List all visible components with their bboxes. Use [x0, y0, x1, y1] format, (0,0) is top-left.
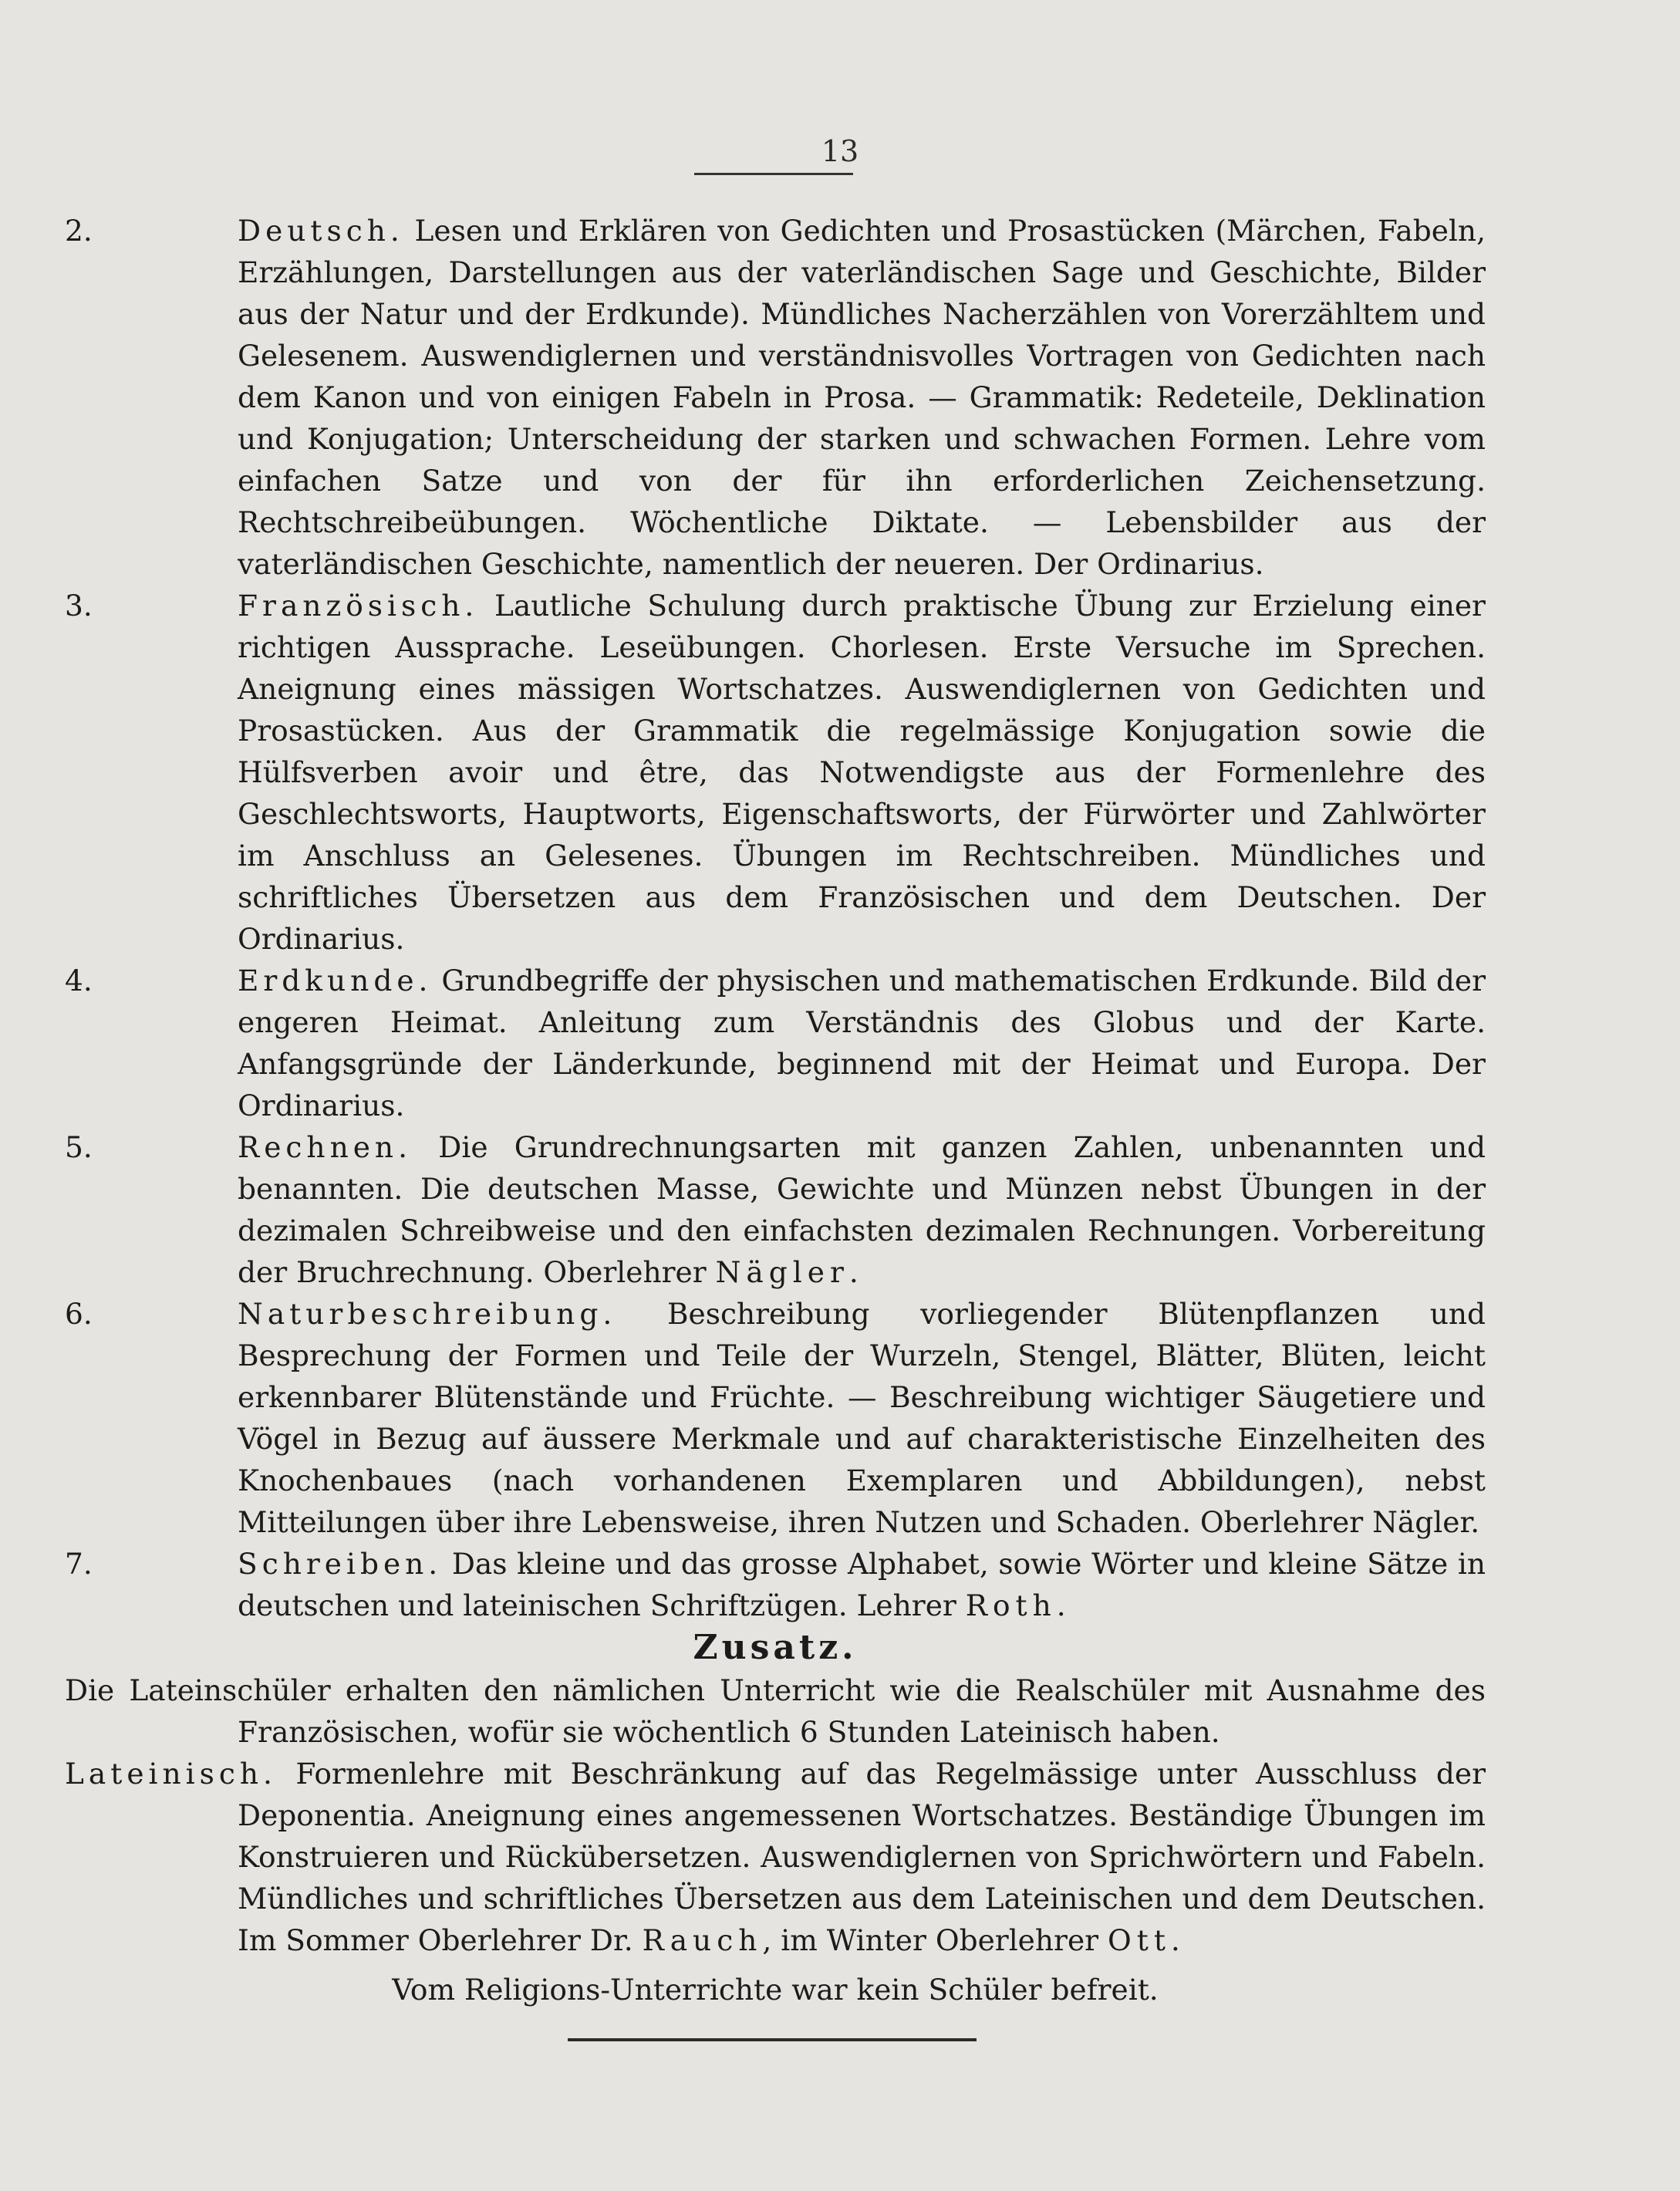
zusatz-heading: Zusatz.: [693, 1628, 858, 1667]
closing-rule: [568, 2038, 977, 2041]
section-subject: Erdkunde.: [238, 964, 433, 998]
section-number: 6.: [65, 1297, 93, 1331]
section-text-middle: , im Winter Oberlehrer: [762, 1923, 1099, 1957]
section-text: Lesen und Erklären von Gedichten und Prosastücken (Märchen, Fabeln, Erzählungen, Darstellungen aus der vaterländischen Sage und Geschichte, Bilder aus der Natur und der Erdkunde). Mündliches Nacherzählen von Vorerzähltem und Gelesenem. Auswendiglernen und verständnisvolles Vortragen von Gedichten nach dem Kanon und von einigen Fabeln in Prosa. — Grammatik: Redeteile, Deklination und Konjugation; Unterscheidung der starken und schwachen Formen. Lehre vom einfachen Satze und von der für ihn erforderlichen Zeichensetzung. Rechtschreibeübungen. Wöchentliche Diktate. — Lebensbilder aus der vaterländischen Geschichte, namentlich der neueren. Der Ordinarius.: [238, 214, 1486, 581]
section-erdkunde: [65, 960, 1486, 1126]
closing-note: Vom Religions-Unterrichte war kein Schüler befreit.: [392, 1973, 1159, 2007]
section-rechnen: [65, 1126, 1486, 1293]
teacher-name-winter: Ott: [1108, 1923, 1171, 1957]
teacher-name: Roth: [965, 1588, 1057, 1622]
section-number: 7.: [65, 1547, 93, 1581]
section-text-end: .: [848, 1255, 859, 1289]
section-number: 3.: [65, 589, 93, 623]
teacher-name-summer: Rauch: [642, 1923, 763, 1957]
section-text: Lautliche Schulung durch praktische Übung zur Erzielung einer richtigen Aussprache. Leseübungen. Chorlesen. Erste Versuche im Sprechen. Aneignung eines mässigen Wortschatzes. Auswendiglernen von Gedichten und Prosastücken. Aus der Grammatik die regelmässige Konjugation sowie die Hülfsverben avoir und être, das Notwendigste aus der Formenlehre des Geschlechtsworts, Hauptworts, Eigenschaftsworts, der Fürwörter und Zahlwörter im Anschluss an Gelesenes. Übungen im Rechtschreiben. Mündliches und schriftliches Übersetzen aus dem Französischen und dem Deutschen. Der Ordinarius.: [238, 589, 1486, 956]
section-franzoesisch: [65, 585, 1486, 960]
section-text-end: .: [1170, 1923, 1180, 1957]
section-number: 4.: [65, 964, 93, 998]
section-text: Beschreibung vorliegender Blütenpflanzen und Besprechung der Formen und Teile der Wurzeln, Stengel, Blätter, Blüten, leicht erkennbarer Blütenstände und Früchte. — Beschreibung wichtiger Säugetiere und Vögel in Bezug auf äussere Merkmale und auf charakteristische Einzelheiten des Knochenbaues (nach vorhandenen Exemplaren und Abbildungen), nebst Mitteilungen über ihre Lebensweise, ihren Nutzen und Schaden. Oberlehrer Nägler.: [238, 1297, 1486, 1539]
section-text-end: .: [1056, 1588, 1066, 1622]
section-deutsch: [65, 210, 1486, 585]
section-subject: Deutsch.: [238, 214, 404, 248]
section-subject: Lateinisch.: [65, 1757, 277, 1791]
section-naturbeschreibung: [65, 1293, 1486, 1543]
section-text: Das kleine und das grosse Alphabet, sowie Wörter und kleine Sätze in deutschen und lateinischen Schriftzügen. Lehrer: [238, 1547, 1486, 1622]
section-number: 2.: [65, 214, 93, 248]
main-content: [65, 210, 1486, 2040]
page-number: 13: [821, 134, 859, 168]
section-subject: Schreiben.: [238, 1547, 443, 1581]
page-number-rule: [694, 173, 853, 175]
teacher-name: Nägler: [715, 1255, 849, 1289]
section-text: Grundbegriffe der physischen und mathematischen Erdkunde. Bild der engeren Heimat. Anleitung zum Verständnis des Globus und der Karte. Anfangsgründe der Länderkunde, beginnend mit der Heimat und Europa. Der Ordinarius.: [238, 964, 1486, 1123]
section-subject: Rechnen.: [238, 1130, 412, 1164]
section-text: Formenlehre mit Beschränkung auf das Regelmässige unter Ausschluss der Deponentia. Aneignung eines angemessenen Wortschatzes. Beständige Übungen im Konstruieren und Rückübersetzen. Auswendiglernen von Sprichwörtern und Fabeln. Mündliches und schriftliches Übersetzen aus dem Lateinischen und dem Deutschen. Im Sommer Oberlehrer Dr.: [238, 1757, 1486, 1957]
section-text: Die Grundrechnungsarten mit ganzen Zahlen, unbenannten und benannten. Die deutschen Masse, Gewichte und Münzen nebst Übungen in der dezimalen Schreibweise und den einfachsten dezimalen Rechnungen. Vorbereitung der Bruchrechnung. Oberlehrer: [238, 1130, 1486, 1289]
section-schreiben: [65, 1543, 1486, 1626]
section-number: 5.: [65, 1130, 93, 1164]
zusatz-intro: Die Lateinschüler erhalten den nämlichen Unterricht wie die Realschüler mit Ausnahme des Französischen, wofür sie wöchentlich 6 Stunden Lateinisch haben.: [65, 1673, 1486, 1749]
section-lateinisch: [65, 1753, 1486, 1961]
section-subject: Französisch.: [238, 589, 479, 623]
section-subject: Naturbeschreibung.: [238, 1297, 617, 1331]
